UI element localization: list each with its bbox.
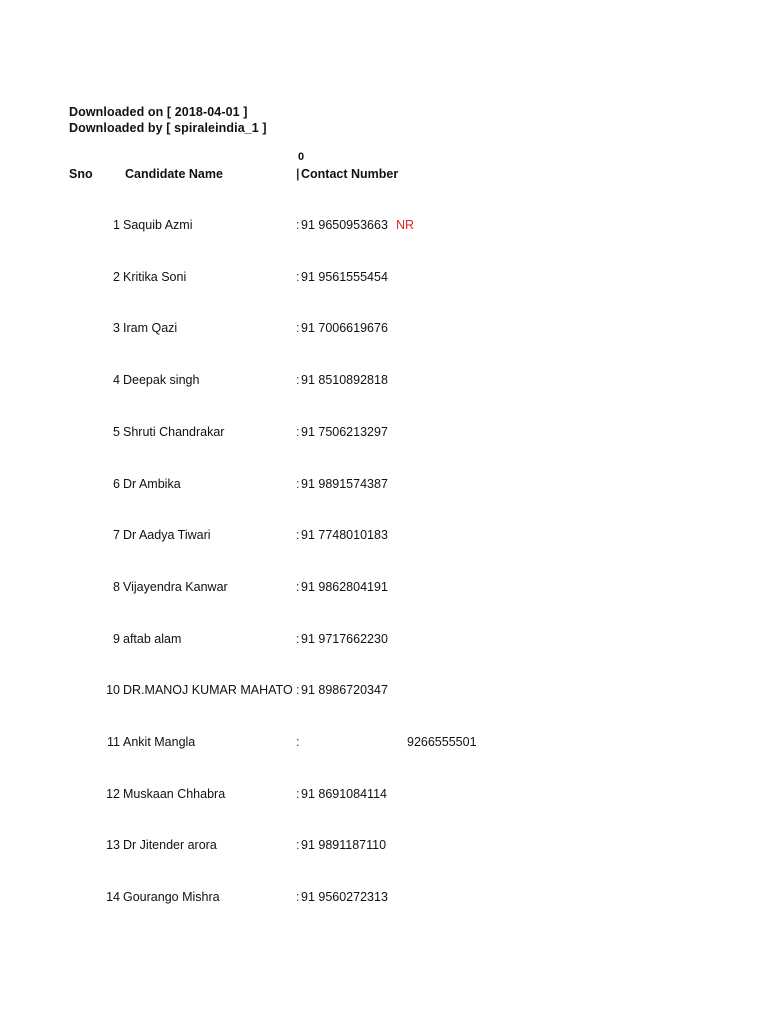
- table-row: [0, 683, 768, 703]
- row-sno: 10: [106, 683, 120, 697]
- row-sno: 2: [113, 270, 120, 284]
- row-sno: 6: [113, 477, 120, 491]
- row-candidate-name: aftab alam: [123, 632, 182, 646]
- row-candidate-name: Shruti Chandrakar: [123, 425, 225, 439]
- downloaded-on-line: Downloaded on [ 2018-04-01 ]: [69, 105, 248, 119]
- row-contact-number: [296, 373, 388, 387]
- row-candidate-name: Ankit Mangla: [123, 735, 196, 749]
- row-contact-number: [296, 477, 388, 491]
- row-contact-clip: :: [296, 477, 300, 491]
- row-contact-value: 91 7748010183: [301, 528, 388, 542]
- row-contact-number: [296, 890, 388, 904]
- row-sno: 7: [113, 528, 120, 542]
- row-contact-number: [296, 425, 388, 439]
- row-contact-value: 91 7006619676: [301, 321, 388, 335]
- row-candidate-name: Dr Ambika: [123, 477, 181, 491]
- row-contact-value: 91 8510892818: [301, 373, 388, 387]
- row-contact-clip: :: [296, 321, 300, 335]
- row-contact-value: 91 9560272313: [301, 890, 388, 904]
- table-row: [0, 528, 768, 548]
- row-contact-number: [296, 528, 388, 542]
- table-row: [0, 321, 768, 341]
- row-sno: 13: [106, 838, 120, 852]
- row-contact-number: [296, 580, 388, 594]
- row-contact-number: [296, 787, 387, 801]
- row-contact-clip: :: [296, 787, 300, 801]
- table-row: [0, 632, 768, 652]
- row-candidate-name: Gourango Mishra: [123, 890, 220, 904]
- table-row: [0, 735, 768, 755]
- row-candidate-name: DR.MANOJ KUMAR MAHATO: [123, 683, 293, 697]
- row-sno: 8: [113, 580, 120, 594]
- row-contact-value: 91 9891574387: [301, 477, 388, 491]
- row-candidate-name: Muskaan Chhabra: [123, 787, 226, 801]
- table-row: [0, 425, 768, 445]
- row-remark: NR: [396, 218, 415, 232]
- row-contact-value: 91 9561555454: [301, 270, 388, 284]
- row-contact-value: 91 9717662230: [301, 632, 388, 646]
- row-contact-clip: :: [296, 632, 300, 646]
- row-contact-clip: :: [296, 218, 300, 232]
- row-contact-clip: :: [296, 425, 300, 439]
- row-contact-value: 91 9650953663: [301, 218, 388, 232]
- row-contact-number: [296, 270, 388, 284]
- row-candidate-name: Iram Qazi: [123, 321, 178, 335]
- row-contact-clip: :: [296, 270, 300, 284]
- row-sno: 4: [113, 373, 120, 387]
- row-contact-number: [296, 218, 388, 232]
- row-contact-number: [296, 321, 388, 335]
- row-contact-alt: 9266555501: [407, 735, 477, 749]
- row-contact-value: 91 8986720347: [301, 683, 388, 697]
- row-contact-value: 91 8691084114: [301, 787, 387, 801]
- row-contact-number: [296, 838, 386, 852]
- header-contact-label: Contact Number: [301, 167, 399, 181]
- row-sno: 14: [106, 890, 120, 904]
- row-sno: 11: [107, 735, 120, 749]
- row-sno: 1: [113, 218, 120, 232]
- row-candidate-name: Saquib Azmi: [123, 218, 193, 232]
- table-row: [0, 890, 768, 910]
- row-contact-clip: :: [296, 580, 300, 594]
- row-contact-value: 91 9862804191: [301, 580, 388, 594]
- table-row: [0, 373, 768, 393]
- row-sno: 12: [106, 787, 120, 801]
- table-row: [0, 838, 768, 858]
- row-candidate-name: Kritika Soni: [123, 270, 187, 284]
- header-sno: Sno: [69, 167, 93, 181]
- row-contact-clip: :: [296, 735, 300, 749]
- table-row: [0, 787, 768, 807]
- row-contact-number: [296, 735, 301, 749]
- row-contact-clip: :: [296, 373, 300, 387]
- row-sno: 5: [113, 425, 120, 439]
- header-contact-number: [296, 167, 398, 181]
- row-contact-clip: :: [296, 838, 300, 852]
- table-row: [0, 477, 768, 497]
- row-contact-value: 91 7506213297: [301, 425, 388, 439]
- row-contact-number: [296, 632, 388, 646]
- row-candidate-name: Dr Aadya Tiwari: [123, 528, 211, 542]
- header-contact-clip: |: [296, 167, 300, 181]
- table-row: [0, 218, 768, 238]
- row-contact-value: 91 9891187110: [301, 838, 387, 852]
- row-contact-clip: :: [296, 528, 300, 542]
- row-sno: 9: [113, 632, 120, 646]
- table-row: [0, 270, 768, 290]
- downloaded-by-line: Downloaded by [ spiraleindia_1 ]: [69, 121, 267, 135]
- row-candidate-name: Deepak singh: [123, 373, 200, 387]
- row-contact-clip: :: [296, 683, 300, 697]
- table-row: [0, 580, 768, 600]
- contact-header-fragment: 0: [298, 151, 305, 163]
- row-contact-number: [296, 683, 388, 697]
- row-contact-clip: :: [296, 890, 300, 904]
- row-sno: 3: [113, 321, 120, 335]
- row-candidate-name: Dr Jitender arora: [123, 838, 217, 852]
- header-candidate-name: Candidate Name: [125, 167, 223, 181]
- row-candidate-name: Vijayendra Kanwar: [123, 580, 228, 594]
